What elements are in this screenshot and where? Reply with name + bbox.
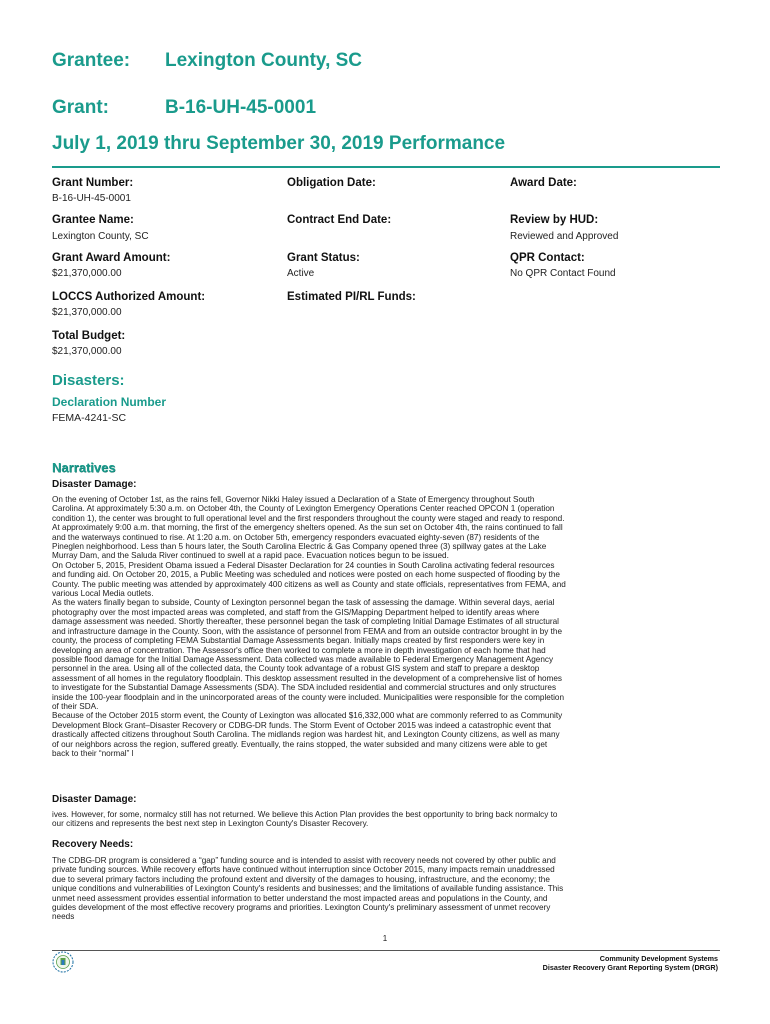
disaster-damage-label: Disaster Damage: [52,479,137,490]
qpr-contact-label: QPR Contact: [510,252,585,264]
declaration-number-label: Declaration Number [52,395,167,409]
footer-rule [52,950,720,951]
performance-period: July 1, 2019 thru September 30, 2019 Performance [52,133,506,154]
disaster-damage-text-2: ives. However, for some, normalcy still has not returned. We believe this Action Plan provides the best opportunity to bring back normalcy to our citizens and represents the best next step in Lexington County's Disaster Recovery. [52,810,558,829]
recovery-needs-text: The CDBG-DR program is considered a “gap” funding source and is intended to assist with recovery needs not covered by other public and private funding sources. While recovery efforts have continued without interruption since October 2015, many impacts remain unaddressed due to several primary factors including the profound extent and diversity of the damages to housing, infrastructure, and the economy; the unique conditions and vulnerabilities of Lexington County's residents and businesses; and the limitations of available funding assistance. This unmet need assessment provides essential information to better understand the most impacted areas and populations in the County, and guides development of the most effective recovery programs and priorities. Lexington County's preliminary assessment of unmet recovery needs [52,856,564,922]
hud-seal-icon [52,951,74,973]
total-budget-value: $21,370,000.00 [52,346,122,357]
grantee-label: Grantee: [52,50,131,71]
grantee-value: Lexington County, SC [165,50,363,71]
grant-label: Grant: [52,97,109,118]
obligation-date-label: Obligation Date: [287,177,376,189]
header-rule [52,166,720,168]
loccs-amount-label: LOCCS Authorized Amount: [52,291,206,303]
review-by-hud-value: Reviewed and Approved [510,231,619,242]
grant-status-value: Active [287,268,315,279]
loccs-amount-value: $21,370,000.00 [52,307,122,318]
grantee-name-label: Grantee Name: [52,214,134,226]
award-date-label: Award Date: [510,177,577,189]
total-budget-label: Total Budget: [52,330,126,342]
review-by-hud-label: Review by HUD: [510,214,599,226]
grant-status-label: Grant Status: [287,252,360,264]
disaster-damage-text: On the evening of October 1st, as the rains fell, Governor Nikki Haley issued a Declaration of a State of Emergency throughout South Carolina. At approximately 5:30 a.m. on October 4th, the County of Lexington Emergency Operations Center reached OPCON 1 (operation condition 1), the center was brought to full operational level and the first responders throughout the county were staged and ready to respond. At approximately 9:00 a.m. that morning, the first of the emergency shelters opened. As the sun set on October 4th, the rains continued to fall and the waterways continued to rise. At 1:20 a.m. on October 5th, emergency responders evacuated eighty-seven (87) residents of the Pineglen neighborhood. Less than 5 hours later, the South Carolina Electric & Gas Company opened three (3) spillway gates at the Lake Murray Dam, and the Saluda River continued to swell at a rapid pace. Evacuation notices begun to be issued. On October 5, 2015, President Obama issued a Federal Disaster Declaration for 24 counties in South Carolina activating federal resources and funding aid. On October 20, 2015, a Public Meeting was scheduled and notices were posted on each home suspected of flooding by the County. The public meeting was attended by approximately 400 citizens as well as County and state officials, representatives from FEMA, and various Local Media outlets. As the waters finally began to subside, County of Lexington personnel began the task of assessing the damage. Within several days, aerial photography over the most impacted areas was completed, and staff from the GIS/Mapping Department helped to identify areas where damage assessment was needed. Shortly thereafter, these personnel began the task of completing Initial Damage Estimates of all structural and infrastructure damage in the County. Soon, with the assistance of personnel from FEMA and from an outside contractor brought in by the county, the process of completing FEMA Substantial Damage Assessments began. Initially maps created by first responders were key in developing an area of concentration. The Assessor's office then worked to complete a more in depth investigation of each home that had possible flood damage for the Initial Damage Assessment. Data collected was made available to Federal Emergency Management Agency personnel in the area. Using all of the collected data, the County took advantage of a robust GIS system and staff to prepare a desktop assessment of all homes in the regulatory floodplain. This desktop assessment resulted in the development of a comprehensive list of homes to investigate for the Substantial Damage Assessments (SDA). The SDA included residential and commercial structures and only structures inside the 100-year floodplain and in the unincorporated areas of the county were included. Municipalities were responsible for the completion of their SDA. Because of the October 2015 storm event, the County of Lexington was allocated $16,332,000 what are commonly referred to as Community Development Block Grant–Disaster Recovery or CDBG-DR funds. The Storm Event of October 2015 was indeed a catastrophic event that drastically affected citizens throughout South Carolina. The midlands region was hardest hit, and Lexington County citizens, as well as many of our neighbors across the region, suffered greatly. Eventually, the rains stopped, the water subsided and many citizens were able to get back to their “normal” l [52,495,566,758]
qpr-contact-value: No QPR Contact Found [510,268,616,279]
footer-system: Disaster Recovery Grant Reporting System (DRGR) [542,963,718,972]
grant-award-amount-value: $21,370,000.00 [52,268,122,279]
grantee-name-value: Lexington County, SC [52,231,149,242]
grant-award-amount-label: Grant Award Amount: [52,252,171,264]
narratives-title: Narratives [52,460,116,475]
grant-number-value: B-16-UH-45-0001 [52,193,131,204]
disaster-damage-label-2: Disaster Damage: [52,794,137,805]
declaration-number-value: FEMA-4241-SC [52,412,127,424]
contract-end-date-label: Contract End Date: [287,214,392,226]
page-number: 1 [382,934,388,943]
grant-number-label: Grant Number: [52,177,134,189]
recovery-needs-label: Recovery Needs: [52,839,134,850]
estimated-pirl-label: Estimated PI/RL Funds: [287,291,416,303]
disasters-title: Disasters: [52,372,125,389]
footer-org: Community Development Systems [599,954,718,963]
grant-value: B-16-UH-45-0001 [165,97,317,118]
